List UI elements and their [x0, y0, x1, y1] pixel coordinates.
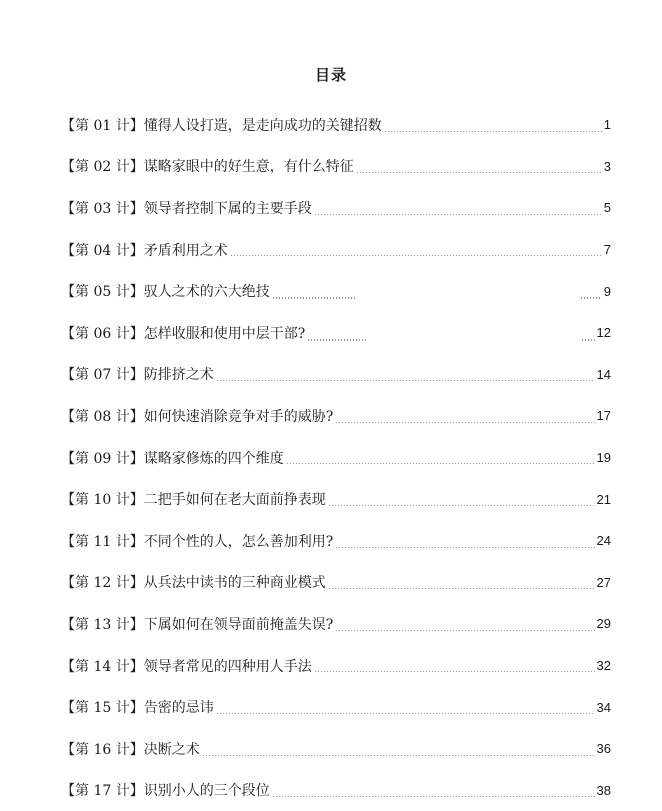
toc-entry-12[interactable]	[61, 562, 611, 604]
dot-leader	[216, 713, 595, 714]
entry-page-number: 12	[597, 325, 611, 340]
entry-page-number: 9	[604, 284, 611, 299]
entry-page-number: 14	[597, 367, 611, 382]
dot-leader	[314, 671, 595, 672]
entry-prefix: 【第 10 计】	[61, 489, 144, 509]
toc-entry-16[interactable]	[61, 728, 611, 770]
entry-title: 驭人之术的六大绝技	[144, 281, 270, 301]
entry-prefix: 【第 15 计】	[61, 697, 144, 717]
entry-title: 防排挤之术	[144, 364, 214, 384]
entry-prefix: 【第 09 计】	[61, 448, 144, 468]
entry-page-number: 21	[597, 492, 611, 507]
entry-title: 矛盾利用之术	[144, 240, 228, 260]
entry-page-number: 36	[597, 741, 611, 756]
dot-leader	[230, 255, 602, 256]
entry-prefix: 【第 05 计】	[61, 281, 144, 301]
entry-prefix: 【第 04 计】	[61, 240, 144, 260]
entry-title: 识别小人的三个段位	[144, 780, 270, 800]
entry-page-number: 24	[597, 533, 611, 548]
entry-page-number: 34	[597, 700, 611, 715]
entry-page-number: 27	[597, 575, 611, 590]
entry-prefix: 【第 07 计】	[61, 364, 144, 384]
entry-page-number: 5	[604, 200, 611, 215]
dot-leader	[314, 214, 602, 215]
entry-title: 谋略家眼中的好生意，有什么特征	[144, 156, 354, 176]
toc-entry-15[interactable]	[61, 686, 611, 728]
entry-page-number: 32	[597, 658, 611, 673]
table-of-contents	[61, 104, 611, 811]
dot-leader	[272, 796, 595, 797]
dot-leader	[384, 131, 602, 132]
toc-entry-14[interactable]	[61, 645, 611, 687]
entry-title: 不同个性的人，怎么善加利用?	[144, 531, 334, 551]
toc-entry-07[interactable]	[61, 354, 611, 396]
dot-leader	[356, 172, 602, 173]
toc-entry-02[interactable]	[61, 146, 611, 188]
entry-prefix: 【第 12 计】	[61, 572, 144, 592]
dot-leader	[272, 297, 602, 298]
entry-prefix: 【第 13 计】	[61, 614, 144, 634]
entry-page-number: 1	[604, 117, 611, 132]
dot-leader	[328, 588, 595, 589]
entry-title: 领导者控制下属的主要手段	[144, 198, 312, 218]
dot-leader	[335, 547, 594, 548]
toc-entry-04[interactable]	[61, 229, 611, 271]
entry-title: 怎样收服和使用中层干部?	[144, 323, 306, 343]
entry-page-number: 7	[604, 242, 611, 257]
entry-title: 如何快速消除竞争对手的威胁?	[144, 406, 334, 426]
entry-prefix: 【第 16 计】	[61, 739, 144, 759]
toc-entry-10[interactable]	[61, 478, 611, 520]
entry-title: 下属如何在领导面前掩盖失误?	[144, 614, 334, 634]
entry-page-number: 17	[597, 408, 611, 423]
entry-title: 二把手如何在老大面前挣表现	[144, 489, 326, 509]
toc-entry-09[interactable]	[61, 437, 611, 479]
entry-title: 决断之术	[144, 739, 200, 759]
entry-page-number: 3	[604, 159, 611, 174]
toc-entry-17[interactable]	[61, 770, 611, 811]
toc-entry-06[interactable]	[61, 312, 611, 354]
dot-leader	[335, 630, 594, 631]
entry-title: 谋略家修炼的四个维度	[144, 448, 284, 468]
entry-prefix: 【第 14 计】	[61, 656, 144, 676]
entry-prefix: 【第 01 计】	[61, 115, 144, 135]
dot-leader	[335, 422, 594, 423]
dot-leader	[202, 755, 595, 756]
entry-prefix: 【第 03 计】	[61, 198, 144, 218]
entry-page-number: 29	[597, 616, 611, 631]
entry-prefix: 【第 11 计】	[61, 531, 144, 551]
dot-leader	[216, 380, 595, 381]
dot-leader	[328, 505, 595, 506]
toc-entry-11[interactable]	[61, 520, 611, 562]
toc-entry-08[interactable]	[61, 395, 611, 437]
entry-title: 懂得人设打造，是走向成功的关键招数	[144, 115, 382, 135]
entry-page-number: 38	[597, 783, 611, 798]
entry-title: 从兵法中读书的三种商业模式	[144, 572, 326, 592]
toc-entry-13[interactable]	[61, 603, 611, 645]
entry-prefix: 【第 08 计】	[61, 406, 144, 426]
toc-entry-01[interactable]	[61, 104, 611, 146]
dot-leader	[307, 339, 594, 340]
toc-title: 目录	[0, 64, 662, 85]
toc-entry-03[interactable]	[61, 187, 611, 229]
entry-prefix: 【第 06 计】	[61, 323, 144, 343]
entry-prefix: 【第 02 计】	[61, 156, 144, 176]
entry-page-number: 19	[597, 450, 611, 465]
dot-leader	[286, 463, 595, 464]
entry-title: 领导者常见的四种用人手法	[144, 656, 312, 676]
entry-title: 告密的忌讳	[144, 697, 214, 717]
entry-prefix: 【第 17 计】	[61, 780, 144, 800]
toc-entry-05[interactable]	[61, 270, 611, 312]
